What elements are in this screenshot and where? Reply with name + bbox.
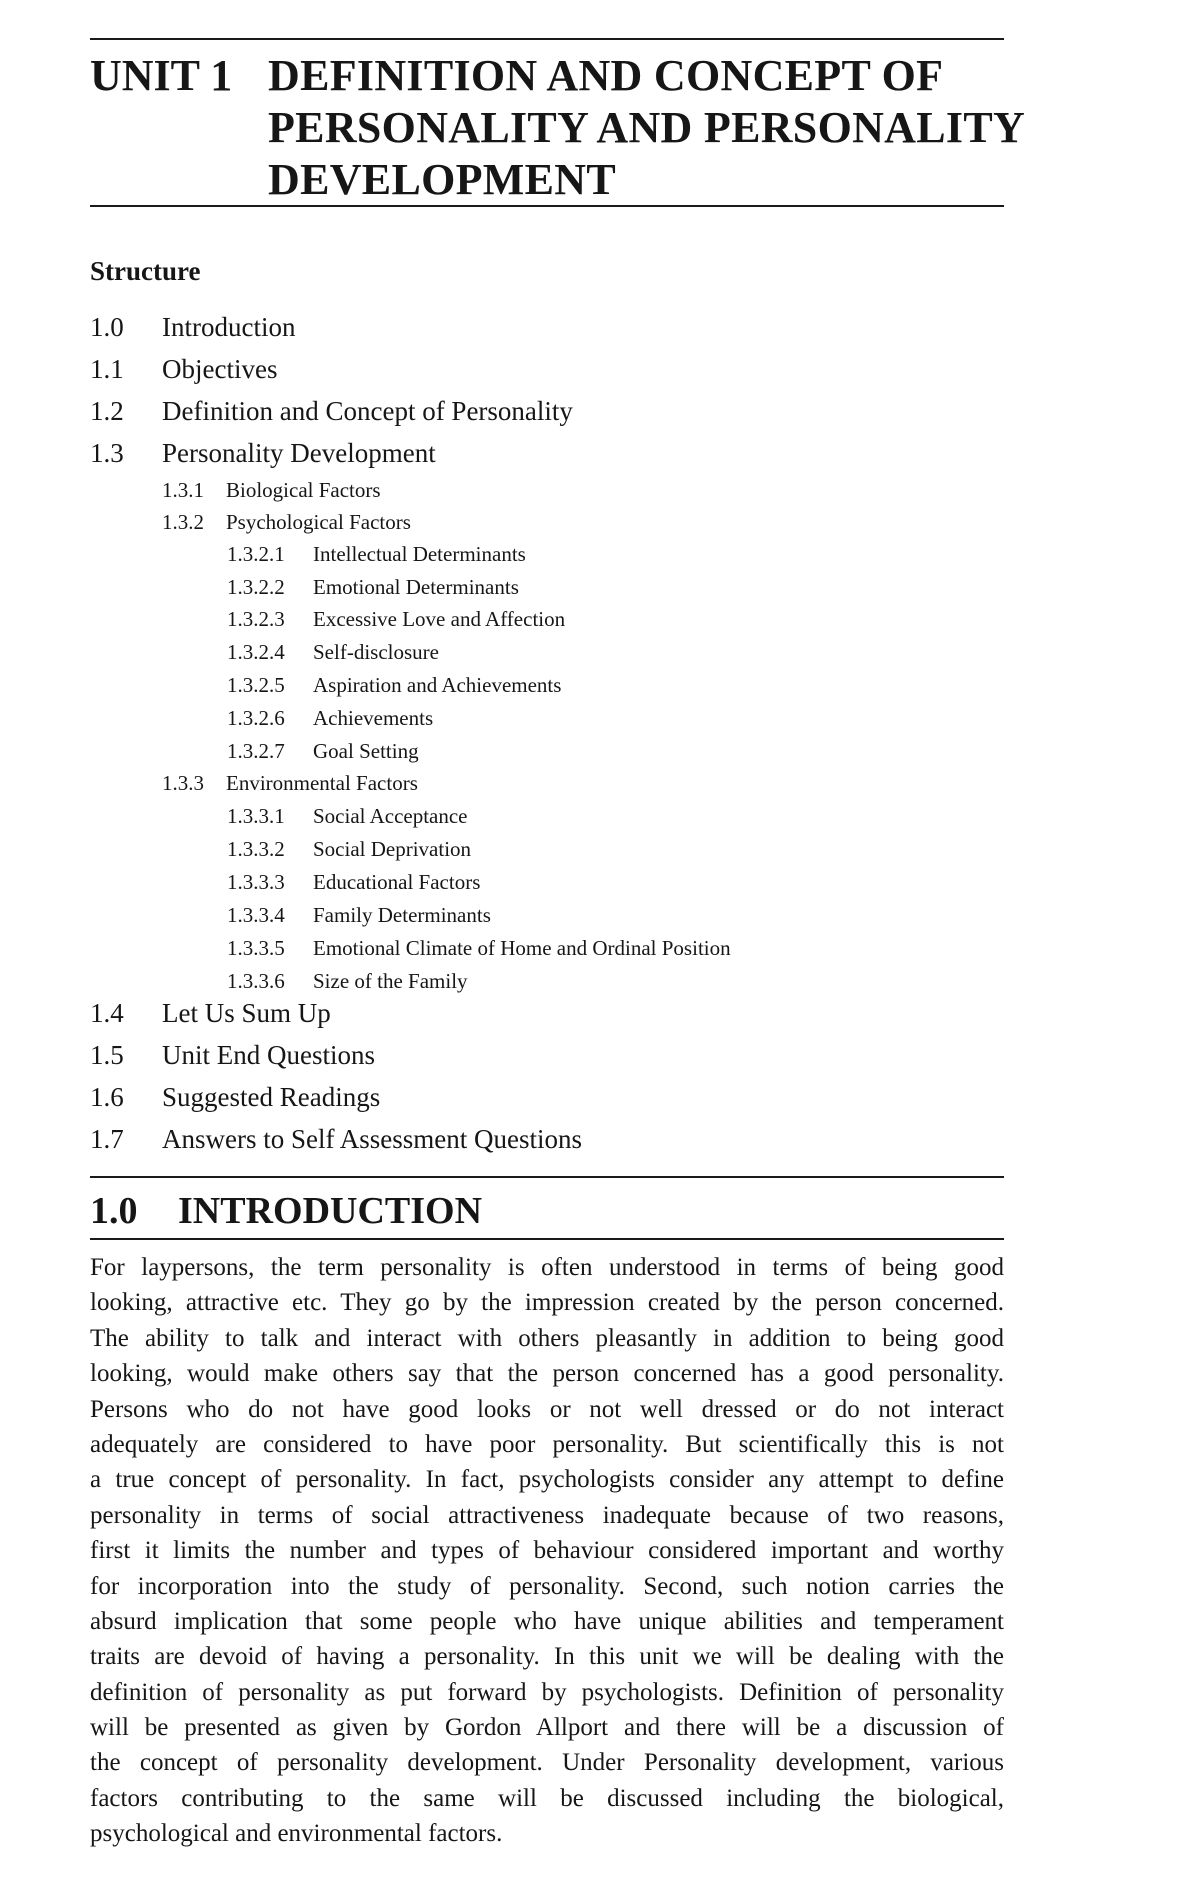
toc-item-number: 1.3.2.6	[227, 706, 285, 730]
toc-item-number: 1.3.2.3	[227, 607, 285, 631]
paragraph-line: The ability to talk and interact with others pleasantly in addition to being good	[90, 1324, 1004, 1352]
toc-item-text: Educational Factors	[313, 870, 481, 894]
toc-item-text: Environmental Factors	[226, 771, 418, 795]
paragraph-line: a true concept of personality. In fact, psychologists consider any attempt to define	[90, 1466, 1004, 1494]
toc-item-text: Achievements	[313, 706, 434, 730]
toc-item-number: 1.1	[90, 354, 124, 384]
paragraph-line: the concept of personality development. Under Personality development, various	[90, 1749, 1004, 1777]
paragraph-line: absurd implication that some people who have unique abilities and temperament	[90, 1607, 1004, 1635]
section-title: INTRODUCTION	[178, 1190, 483, 1232]
title-bottom-rule	[90, 205, 1004, 207]
introduction-paragraph	[90, 1250, 1004, 1852]
unit-title	[268, 50, 1026, 206]
toc-item-text: Objectives	[162, 354, 278, 384]
paragraph-line: first it limits the number and types of behaviour considered important and worthy	[90, 1537, 1004, 1565]
unit-title-line: PERSONALITY AND PERSONALITY	[268, 103, 1026, 152]
toc-item-number: 1.3.3.5	[227, 936, 285, 960]
toc-item-number: 1.4	[90, 998, 124, 1028]
toc-item-text: Suggested Readings	[162, 1082, 381, 1112]
paragraph-line: traits are devoid of having a personality. In this unit we will be dealing with the	[90, 1643, 1004, 1671]
section-top-rule	[90, 1176, 1004, 1178]
section-bottom-rule	[90, 1238, 1004, 1240]
toc-item-number: 1.3.3	[162, 771, 204, 795]
toc-item-number: 1.3.2.7	[227, 739, 285, 763]
toc-item-text: Biological Factors	[226, 478, 381, 502]
unit-title-line: DEVELOPMENT	[268, 155, 616, 204]
toc-item-number: 1.2	[90, 396, 124, 426]
paragraph-line: For laypersons, the term personality is often understood in terms of being good	[90, 1254, 1004, 1281]
toc-item-text: Intellectual Determinants	[313, 542, 526, 566]
toc-item-number: 1.3.3.1	[227, 804, 285, 828]
toc-item-number: 1.3	[90, 438, 124, 468]
unit-label: UNIT 1	[90, 51, 233, 100]
toc-item-text: Size of the Family	[313, 969, 468, 993]
toc-item-number: 1.3.3.4	[227, 903, 285, 927]
paragraph-line: personality in terms of social attractiveness inadequate because of two reasons,	[90, 1501, 1004, 1529]
toc-item-text: Aspiration and Achievements	[313, 673, 562, 697]
toc-item-text: Personality Development	[162, 438, 436, 468]
toc-item-text: Introduction	[162, 312, 296, 342]
toc-item-number: 1.0	[90, 312, 124, 342]
paragraph-line: psychological and environmental factors.	[90, 1820, 503, 1848]
toc-item-text: Family Determinants	[313, 903, 491, 927]
top-rule	[90, 38, 1004, 40]
section-number: 1.0	[90, 1190, 138, 1232]
toc-item-number: 1.3.1	[162, 478, 204, 502]
toc-item-number: 1.3.2.1	[227, 542, 285, 566]
paragraph-line: will be presented as given by Gordon Allport and there will be a discussion of	[90, 1714, 1004, 1742]
toc-item-text: Goal Setting	[313, 739, 419, 763]
paragraph-line: definition of personality as put forward by psychologists. Definition of personality	[90, 1678, 1004, 1706]
toc-item-number: 1.3.2.4	[227, 640, 285, 664]
toc-item-text: Psychological Factors	[226, 510, 411, 534]
toc-item-text: Emotional Determinants	[313, 575, 519, 599]
toc-item-number: 1.6	[90, 1082, 124, 1112]
toc-item-number: 1.3.3.3	[227, 870, 285, 894]
toc-item-text: Let Us Sum Up	[162, 998, 331, 1028]
toc-item-number: 1.3.3.2	[227, 837, 285, 861]
toc-item-text: Excessive Love and Affection	[313, 607, 566, 631]
toc-item-text: Emotional Climate of Home and Ordinal Position	[313, 936, 731, 960]
toc-item-text: Social Acceptance	[313, 804, 468, 828]
toc-item-text: Answers to Self Assessment Questions	[162, 1124, 582, 1154]
toc-item-text: Self-disclosure	[313, 640, 439, 664]
structure-heading: Structure	[90, 256, 201, 286]
paragraph-line: factors contributing to the same will be discussed including the biological,	[90, 1784, 1004, 1812]
toc-item-text: Definition and Concept of Personality	[162, 396, 573, 426]
toc-item-number: 1.7	[90, 1124, 124, 1154]
paragraph-line: Persons who do not have good looks or not well dressed or do not interact	[90, 1395, 1004, 1423]
unit-title-line: DEFINITION AND CONCEPT OF	[268, 51, 944, 100]
paragraph-line: adequately are considered to have poor personality. But scientifically this is not	[90, 1430, 1004, 1458]
toc-item-number: 1.5	[90, 1040, 124, 1070]
toc-item-number: 1.3.3.6	[227, 969, 285, 993]
toc-item-number: 1.3.2.5	[227, 673, 285, 697]
toc-item-text: Social Deprivation	[313, 837, 472, 861]
toc-item-text: Unit End Questions	[162, 1040, 375, 1070]
paragraph-line: looking, would make others say that the person concerned has a good personality.	[90, 1360, 1004, 1388]
toc-item-number: 1.3.2.2	[227, 575, 285, 599]
toc-item-number: 1.3.2	[162, 510, 204, 534]
paragraph-line: looking, attractive etc. They go by the impression created by the person concerned.	[90, 1289, 1004, 1317]
paragraph-line: for incorporation into the study of personality. Second, such notion carries the	[90, 1572, 1004, 1600]
